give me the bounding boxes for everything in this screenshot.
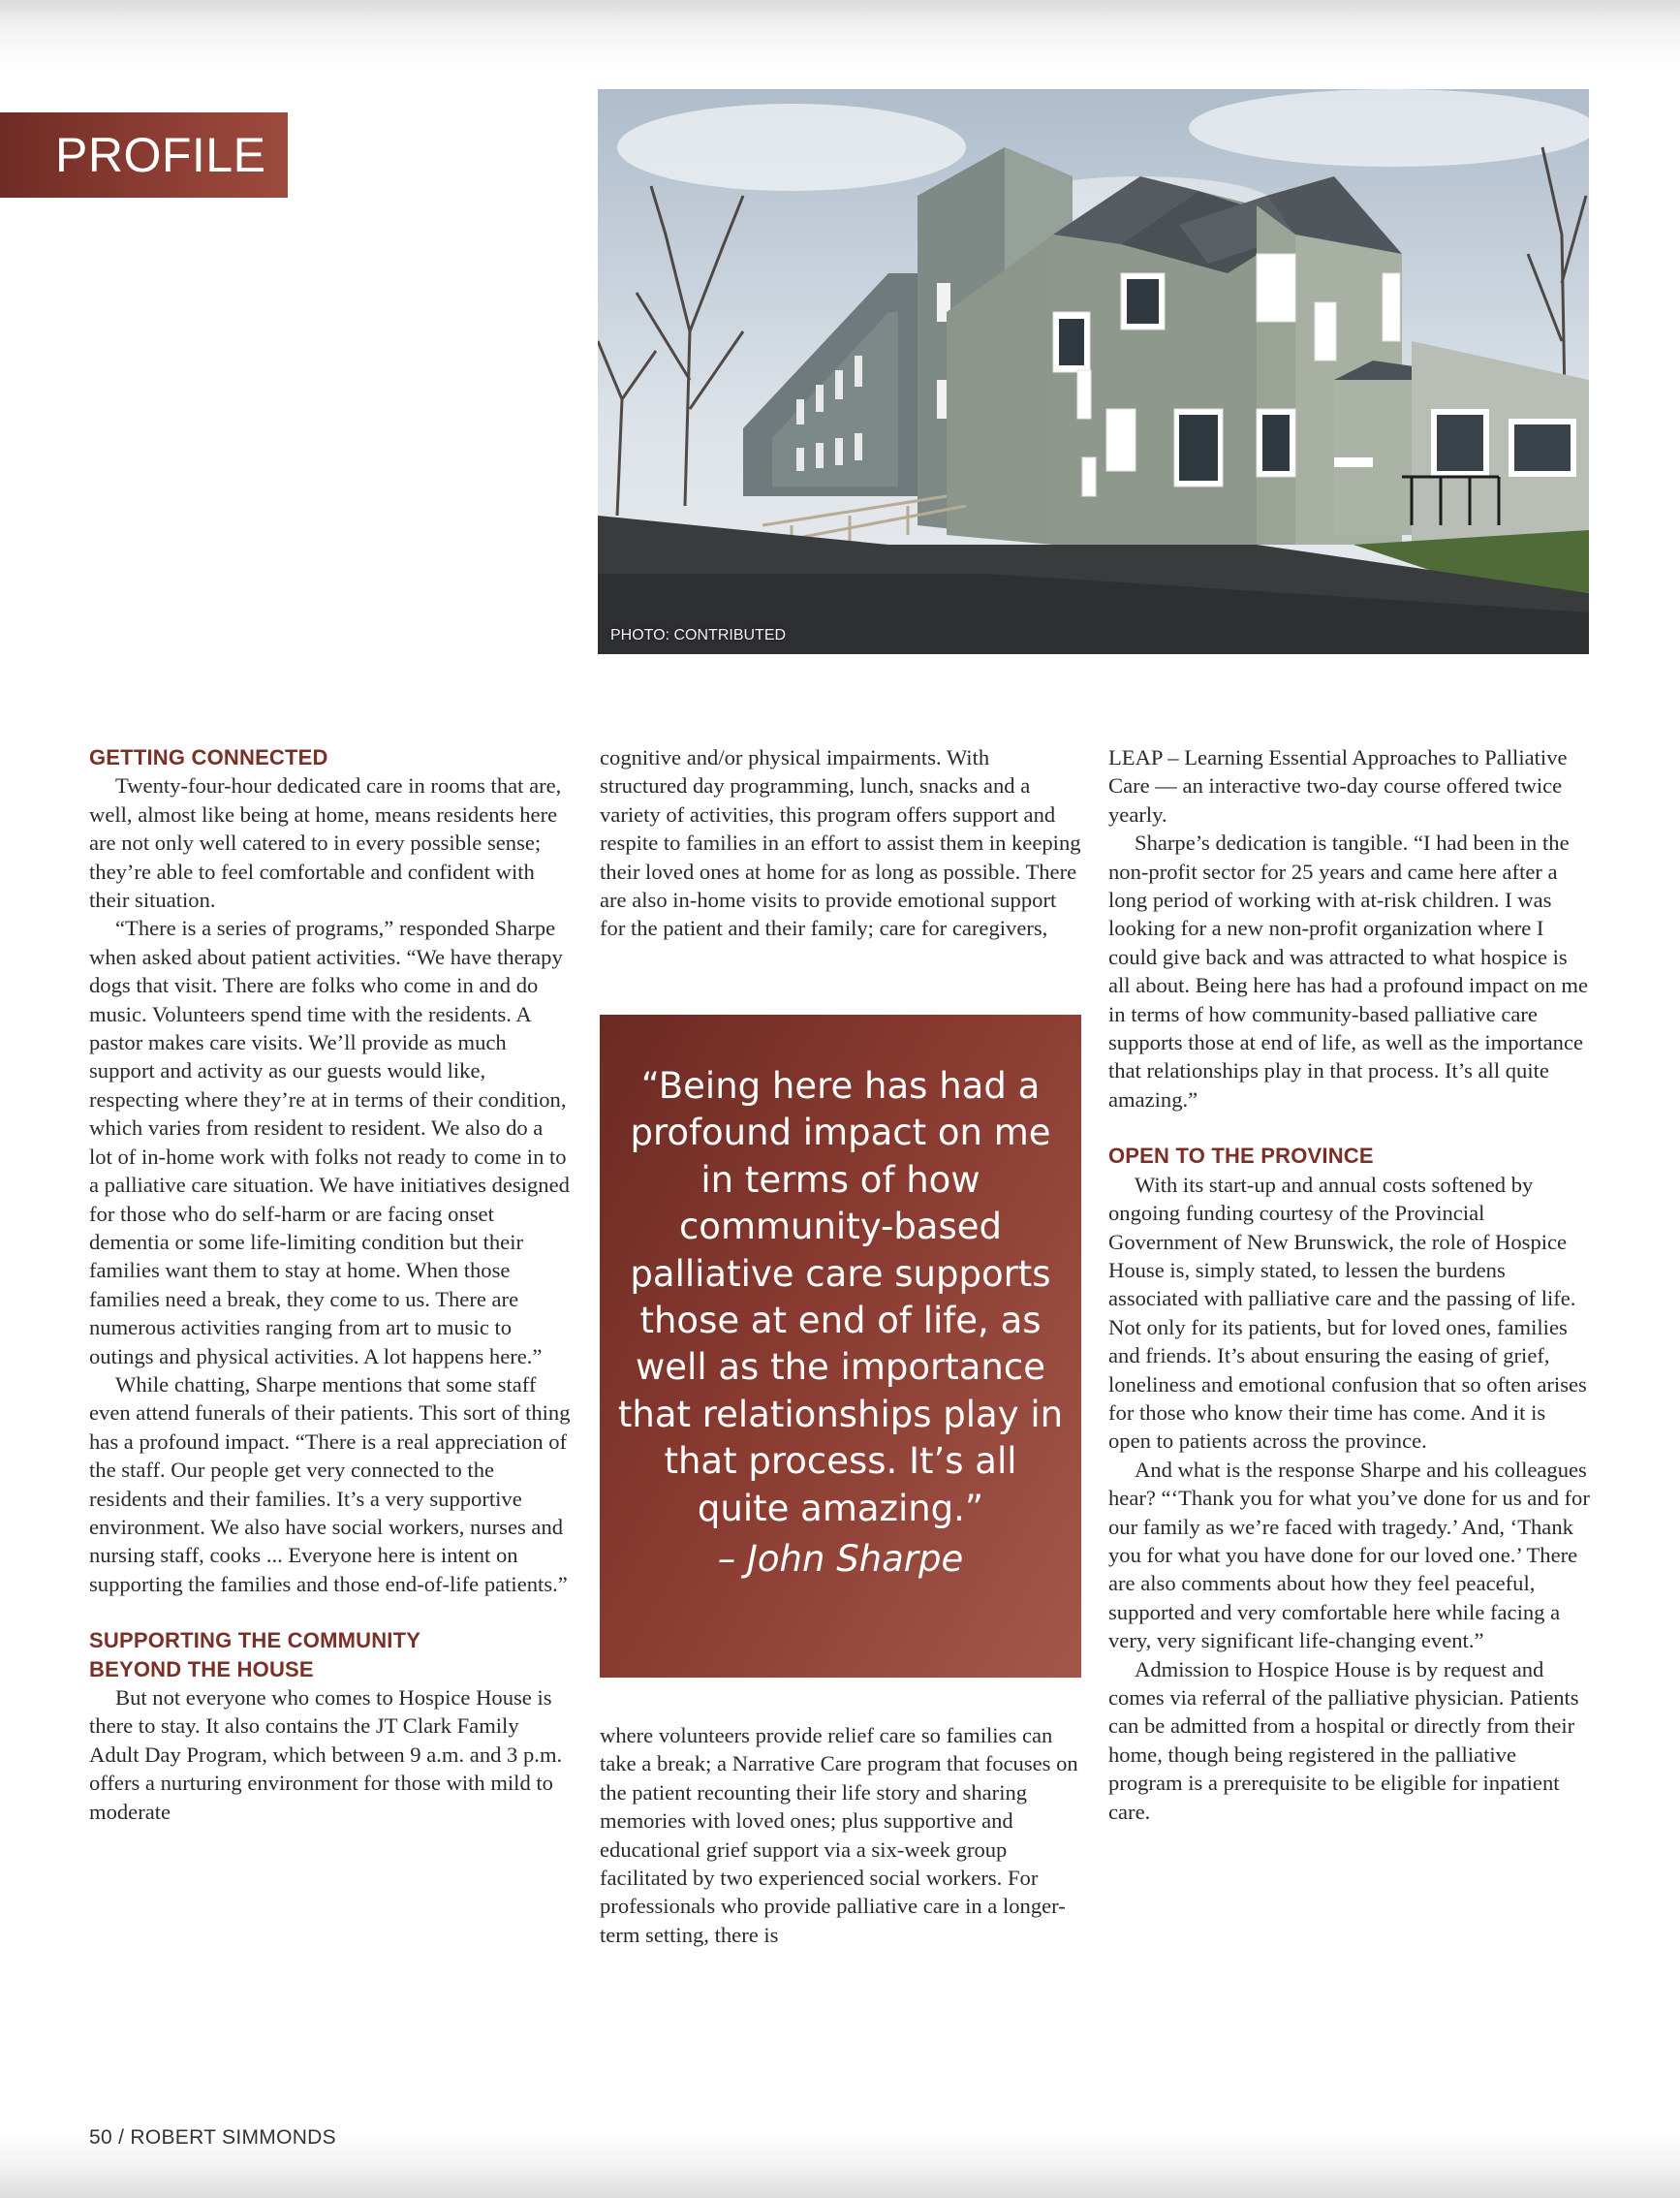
article-column-2-top: [600, 743, 1081, 943]
body-paragraph: With its start-up and annual costs softened by ongoing funding courtesy of the Provincial Government of New Brunswick, the role of Hospice House is, simply stated, to lessen the burdens associated with palliative care and the passing of life. Not only for its patients, but for loved ones, families and friends. It’s about ensuring the easing of grief, loneliness and emotional confusion that so often arises for those who know their time has come. And it is open to patients across the province.: [1108, 1172, 1587, 1454]
page-footer: 50 / ROBERT SIMMONDS: [89, 2126, 336, 2149]
pull-quote-text: “Being here has had a profound impact on me in terms of how community-based palliative care supports those at end of life, as well as the importance that relationships play in that process. It’s all quite amazing.”: [617, 1065, 1064, 1529]
body-paragraph: Twenty-four-hour dedicated care in rooms that are, well, almost like being at home, means residents here are not only well catered to in every possible sense; they’re able to feel comfortable and confident with their situation.: [89, 773, 562, 913]
article-column-2-bottom: [600, 1721, 1081, 1949]
heading-line: BEYOND THE HOUSE: [89, 1656, 314, 1681]
body-paragraph: Sharpe’s dedication is tangible. “I had been in the non-profit sector for 25 years and came here after a long period of working with at-risk children. I was looking for a new non-profit organization where I could give back and was attracted to what hospice is all about. Being here has had a profound impact on me in terms of how community-based palliative care supports those at end of life, as well as the importance that relationships play in that process. It’s all quite amazing.”: [1108, 831, 1589, 1112]
body-paragraph: cognitive and/or physical impairments. With structured day programming, lunch, snacks and a variety of activities, this program offers support and respite to families in an effort to assist them in keeping their loved ones at home for as long as possible. There are also in-home visits to provide emotional support for the patient and their family; care for caregivers,: [600, 745, 1081, 941]
body-paragraph: But not everyone who comes to Hospice House is there to stay. It also contains the JT Clark Family Adult Day Program, which between 9 a.m. and 3 p.m. offers a nurturing environment for those with mild to moderate: [89, 1685, 563, 1824]
body-paragraph: And what is the response Sharpe and his colleagues hear? “‘Thank you for what you’ve done for us and for our family as we’re faced with tragedy.’ And, ‘Thank you for what you have done for our loved one.’ There are also comments about how they feel peaceful, supported and very comfortable here while facing a very, very significant life-changing event.”: [1108, 1457, 1590, 1653]
section-tab: PROFILE: [0, 112, 288, 198]
photo-credit: PHOTO: CONTRIBUTED: [610, 627, 787, 644]
section-heading-supporting-community: [89, 1626, 571, 1683]
building-illustration: [598, 89, 1589, 654]
body-paragraph: While chatting, Sharpe mentions that some staff even attend funerals of their patients. This sort of thing has a profound impact. “There is a real appreciation of the staff. Our people get very connected to the residents and their families. It’s a very supportive environment. We also have social workers, nurses and nursing staff, cooks ... Everyone here is intent on supporting the families and those end-of-life patients.”: [89, 1371, 571, 1596]
pull-quote: [600, 1015, 1081, 1678]
section-heading-open-to-province: OPEN TO THE PROVINCE: [1108, 1144, 1374, 1169]
body-paragraph: LEAP – Learning Essential Approaches to Palliative Care — an interactive two-day course offered twice yearly.: [1108, 745, 1568, 827]
heading-line: SUPPORTING THE COMMUNITY: [89, 1628, 421, 1653]
body-paragraph: where volunteers provide relief care so families can take a break; a Narrative Care program that focuses on the patient recounting their life story and sharing memories with loved ones; plus supportive and educational grief support via a six-week group facilitated by two experienced social workers. For professionals who provide palliative care in a longer-term setting, there is: [600, 1723, 1078, 1947]
pull-quote-attribution: – John Sharpe: [717, 1538, 964, 1581]
body-paragraph: “There is a series of programs,” responded Sharpe when asked about patient activities. “We have therapy dogs that visit. There are folks who come in and do music. Volunteers spend time with the residents. A pastor makes care visits. We’ll provide as much support and activity as our guests would like, respecting where they’re at in terms of their condition, which varies from resident to resident. We also do a lot of in-home work with folks not ready to come in to a palliative care situation. We have initiatives designed for those who do self-harm or are facing onset dementia or some life-limiting condition but their families want them to stay at home. When those families need a break, they come to us. There are numerous activities ranging from art to music to outings and physical activities. A lot happens here.”: [89, 916, 570, 1368]
section-heading-getting-connected: GETTING CONNECTED: [89, 745, 328, 769]
article-column-1: [89, 743, 571, 1826]
hospice-house-photo: [598, 89, 1589, 654]
body-paragraph: Admission to Hospice House is by request and comes via referral of the palliative physician. Patients can be admitted from a hospital or directly from their home, though being registered in the palliative program is a prerequisite to be eligible for inpatient care.: [1108, 1656, 1579, 1824]
article-column-3: [1108, 743, 1590, 1826]
